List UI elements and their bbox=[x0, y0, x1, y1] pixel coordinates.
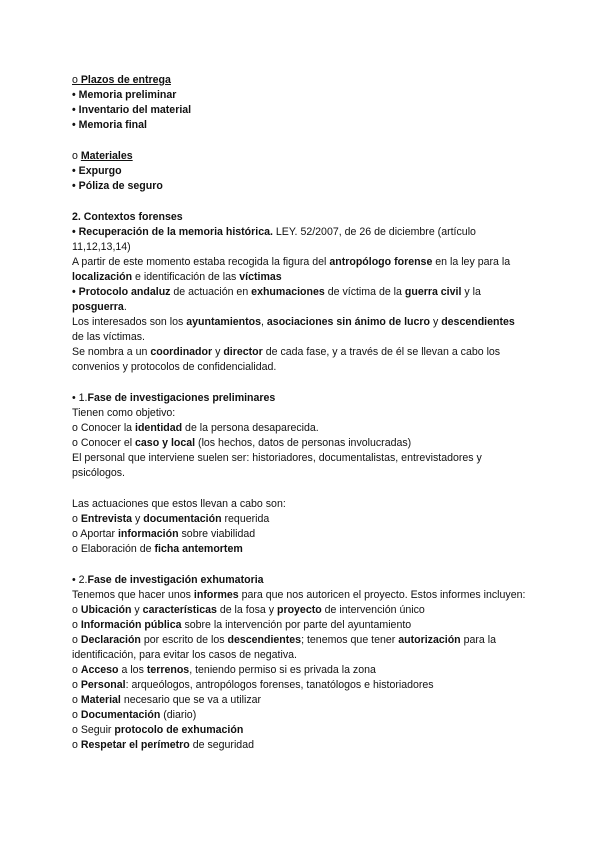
fase2-item: o Información pública sobre la intervención por parte del ayuntamiento bbox=[72, 619, 412, 631]
fase1-actuacion-item: o Aportar información sobre viabilidad bbox=[72, 528, 256, 540]
fase2-item: o Seguir protocolo de exhumación bbox=[72, 724, 244, 736]
fase1-actuacion-item: o Entrevista y documentación requerida bbox=[72, 513, 270, 525]
fase1-heading: • 1.Fase de investigaciones preliminares bbox=[72, 392, 276, 404]
fase1-actuacion-item: o Elaboración de ficha antemortem bbox=[72, 543, 243, 555]
fase1-objetivo-item: o Conocer el caso y local (los hechos, datos de personas involucradas) bbox=[72, 437, 412, 449]
recuperacion-paragraph: • Recuperación de la memoria histórica. LEY. 52/2007, de 26 de diciembre (artículo 11,12,13,14) bbox=[72, 226, 476, 253]
protocolo-paragraph: • Protocolo andaluz de actuación en exhumaciones de víctima de la guerra civil y la posguerra. bbox=[72, 286, 481, 313]
fase2-item: o Respetar el perímetro de seguridad bbox=[72, 739, 254, 751]
document-body bbox=[72, 73, 528, 753]
fase2-item: o Ubicación y características de la fosa y proyecto de intervención único bbox=[72, 604, 425, 616]
plazos-heading: o Plazos de entrega bbox=[72, 74, 171, 86]
antropologo-paragraph: A partir de este momento estaba recogida la figura del antropólogo forense en la ley para la localización e identificación de las víctimas bbox=[72, 256, 511, 283]
fase2-item: o Declaración por escrito de los descendientes; tenemos que tener autorización para la identificación, para evitar los casos de negativa. bbox=[72, 634, 496, 661]
fase2-item: o Personal: arqueólogos, antropólogos forenses, tanatólogos e historiadores bbox=[72, 679, 434, 691]
plazos-item: • Memoria preliminar bbox=[72, 89, 177, 101]
fase2-item: o Acceso a los terrenos, teniendo permiso si es privada la zona bbox=[72, 664, 376, 676]
interesados-paragraph: Los interesados son los ayuntamientos, asociaciones sin ánimo de lucro y descendientes de las víctimas. bbox=[72, 316, 515, 343]
coordinador-paragraph: Se nombra a un coordinador y director de cada fase, y a través de él se llevan a cabo los convenios y protocolos de confidencialidad. bbox=[72, 346, 501, 373]
fase1-personal: El personal que interviene suelen ser: historiadores, documentalistas, entrevistadores y psicólogos. bbox=[72, 452, 482, 479]
materiales-item: • Póliza de seguro bbox=[72, 180, 163, 192]
fase2-intro: Tenemos que hacer unos informes para que nos autoricen el proyecto. Estos informes incluyen: bbox=[72, 589, 526, 601]
fase2-item: o Documentación (diario) bbox=[72, 709, 197, 721]
materiales-item: • Expurgo bbox=[72, 165, 122, 177]
fase2-item: o Material necesario que se va a utilizar bbox=[72, 694, 262, 706]
fase1-objetivo-item: o Conocer la identidad de la persona desaparecida. bbox=[72, 422, 319, 434]
plazos-item: • Memoria final bbox=[72, 119, 147, 131]
fase1-actuaciones: Las actuaciones que estos llevan a cabo son: bbox=[72, 498, 286, 510]
materiales-heading: o Materiales bbox=[72, 150, 133, 162]
fase2-heading: • 2.Fase de investigación exhumatoria bbox=[72, 574, 264, 586]
section-title: 2. Contextos forenses bbox=[72, 211, 183, 223]
fase1-objetivo: Tienen como objetivo: bbox=[72, 407, 176, 419]
plazos-item: • Inventario del material bbox=[72, 104, 192, 116]
